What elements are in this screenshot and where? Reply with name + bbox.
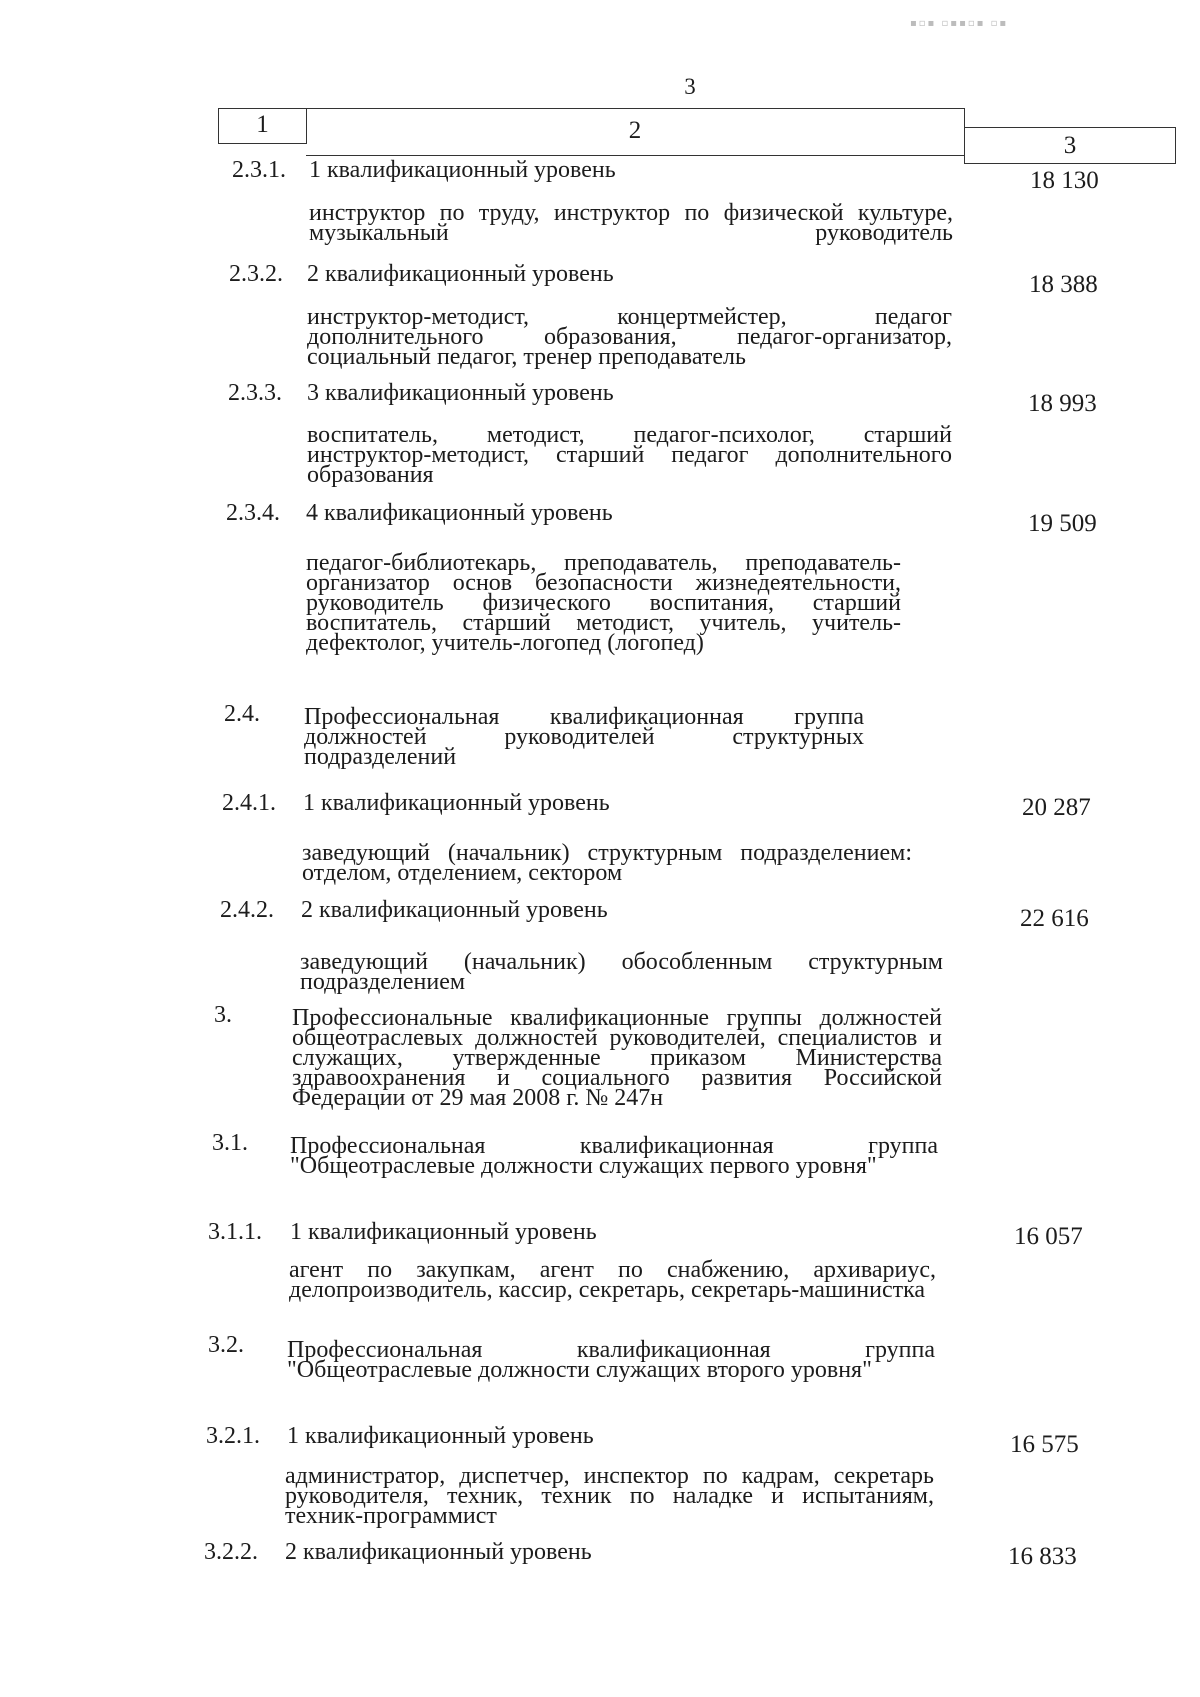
row-description: администратор, диспетчер, инспектор по кадрам, секретарь руководителя, техник, техник по наладке и испытаниям, техник-программист	[285, 1463, 934, 1529]
row-number: 2.3.2.	[229, 261, 283, 287]
row-number: 3.	[214, 1002, 232, 1028]
row-description: заведующий (начальник) обособленным структурным подразделением	[300, 949, 943, 995]
row-amount: 18 388	[1029, 271, 1098, 298]
row-amount: 16 575	[1010, 1431, 1079, 1458]
row-title: 1 квалификационный уровень	[303, 790, 610, 816]
row-title: 1 квалификационный уровень	[287, 1423, 594, 1449]
row-number: 2.3.4.	[226, 500, 280, 526]
row-number: 3.1.	[212, 1130, 248, 1156]
row-number: 3.2.	[208, 1332, 244, 1358]
scan-artifact: ▪▫▪ ▫▪▪▫▪ ▫▪	[910, 18, 1009, 28]
header-col-2: 2	[306, 108, 965, 156]
row-amount: 22 616	[1020, 905, 1089, 932]
row-number: 2.4.2.	[220, 897, 274, 923]
header-col-1: 1	[218, 108, 307, 144]
row-title: 2 квалификационный уровень	[301, 897, 608, 923]
row-number: 3.2.2.	[204, 1539, 258, 1565]
row-amount: 16 833	[1008, 1543, 1077, 1570]
header-col-3: 3	[964, 127, 1176, 164]
row-title: 4 квалификационный уровень	[306, 500, 613, 526]
row-description: Профессиональные квалификационные группы должностей общеотраслевых должностей руководителей, специалистов и служащих, утвержденные приказом Министерства здравоохранения и социального развития Российской Федерации от 29 мая 2008 г. № 247н	[292, 1005, 942, 1111]
row-description: заведующий (начальник) структурным подразделением: отделом, отделением, сектором	[302, 840, 912, 886]
row-amount: 20 287	[1022, 794, 1091, 821]
row-description: инструктор по труду, инструктор по физической культуре, музыкальный руководитель	[309, 200, 953, 246]
row-title: 2 квалификационный уровень	[285, 1539, 592, 1565]
table-header	[218, 108, 1176, 164]
row-description: Профессиональная квалификационная группа "Общеотраслевые должности служащих первого уровня"	[290, 1133, 938, 1179]
row-amount: 16 057	[1014, 1223, 1083, 1250]
row-number: 2.4.1.	[222, 790, 276, 816]
page-number: 3	[684, 74, 696, 99]
row-number: 2.3.1.	[232, 157, 286, 183]
row-number: 3.1.1.	[208, 1219, 262, 1245]
row-description: педагог-библиотекарь, преподаватель, преподаватель-организатор основ безопасности жизнедеятельности, руководитель физического воспитания, старший воспитатель, старший методист, учитель, учитель-дефектолог, учитель-логопед (логопед)	[306, 550, 901, 656]
row-title: 1 квалификационный уровень	[309, 157, 616, 183]
row-description: Профессиональная квалификационная группа должностей руководителей структурных подразделений	[304, 704, 864, 770]
row-title: 3 квалификационный уровень	[307, 380, 614, 406]
row-description: инструктор-методист, концертмейстер, педагог дополнительного образования, педагог-организатор, социальный педагог, тренер преподаватель	[307, 304, 952, 370]
row-amount: 19 509	[1028, 510, 1097, 537]
row-amount: 18 993	[1028, 390, 1097, 417]
row-number: 2.4.	[224, 701, 260, 727]
row-title: 2 квалификационный уровень	[307, 261, 614, 287]
row-description: Профессиональная квалификационная группа "Общеотраслевые должности служащих второго уровня"	[287, 1337, 935, 1383]
row-title: 1 квалификационный уровень	[290, 1219, 597, 1245]
row-description: воспитатель, методист, педагог-психолог, старший инструктор-методист, старший педагог дополнительного образования	[307, 422, 952, 488]
row-description: агент по закупкам, агент по снабжению, архивариус, делопроизводитель, кассир, секретарь, секретарь-машинистка	[289, 1257, 936, 1303]
row-number: 2.3.3.	[228, 380, 282, 406]
row-number: 3.2.1.	[206, 1423, 260, 1449]
row-amount: 18 130	[1030, 167, 1099, 194]
